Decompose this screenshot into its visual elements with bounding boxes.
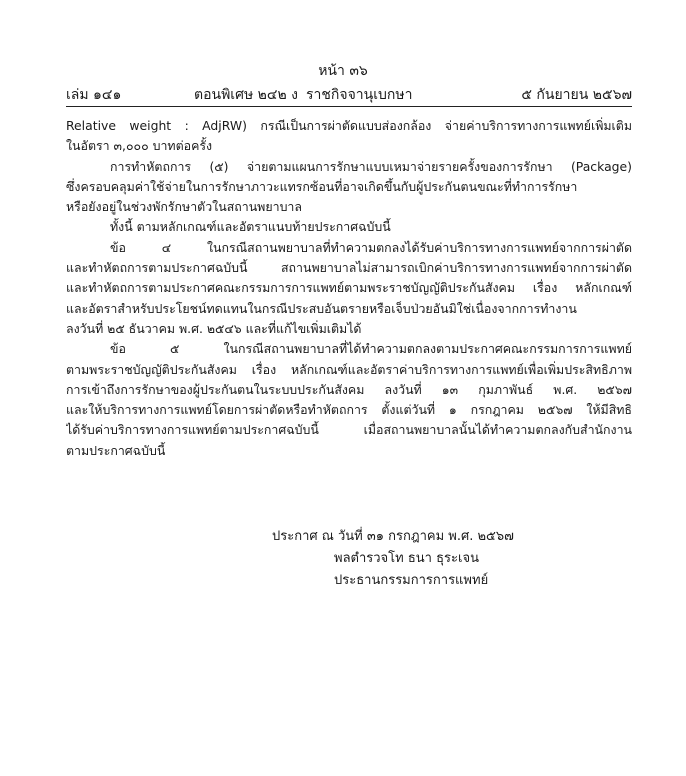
header-gazette-name: ราชกิจจานุเบกษา <box>306 87 413 103</box>
body-line: ในอัตรา ๓,๐๐๐ บาทต่อครั้ง <box>66 138 213 154</box>
signatory-name: พลตำรวจโท ธนา ธุระเจน <box>334 551 479 566</box>
body-line: ตามพระราชบัญญัติประกันสังคม เรื่อง หลักเกณฑ์และอัตราค่าบริการทางการแพทย์เพื่อเพิ่มประสิทธิภาพ <box>66 361 632 377</box>
body-line: และทำหัตถการตามประกาศคณะกรรมการการแพทย์ตามพระราชบัญญัติประกันสังคม เรื่อง หลักเกณฑ์ <box>66 280 632 296</box>
page-number: หน้า ๓๖ <box>318 63 368 79</box>
body-line: และทำหัตถการตามประกาศฉบับนี้ สถานพยาบาลไม่สามารถเบิกค่าบริการทางการแพทย์จากการผ่าตัด <box>66 260 632 276</box>
announcement-date: ประกาศ ณ วันที่ ๓๑ กรกฎาคม พ.ศ. ๒๕๖๗ <box>272 529 514 544</box>
body-line: ซึ่งครอบคลุมค่าใช้จ่ายในการรักษาภาวะแทรกซ้อนที่อาจเกิดขึ้นกับผู้ประกันตนขณะที่ทำการรักษา <box>66 178 578 194</box>
header-divider <box>66 106 632 107</box>
body-line: การทำหัตถการ (๕) จ่ายตามแผนการรักษาแบบเหมาจ่ายรายครั้งของการรักษา (Package) <box>110 158 632 174</box>
header-volume: เล่ม ๑๔๑ <box>66 87 122 103</box>
body-line: และอัตราสำหรับประโยชน์ทดแทนในกรณีประสบอันตรายหรือเจ็บป่วยอันมิใช่เนื่องจากการทำงาน <box>66 300 577 316</box>
body-line: ตามประกาศฉบับนี้ <box>66 442 166 458</box>
signatory-title: ประธานกรรมการการแพทย์ <box>334 573 489 588</box>
body-line: การเข้าถึงการรักษาของผู้ประกันตนในระบบประกันสังคม ลงวันที่ ๑๓ กุมภาพันธ์ พ.ศ. ๒๕๖๗ <box>66 381 632 397</box>
body-line: ข้อ ๔ ในกรณีสถานพยาบาลที่ทำความตกลงได้รับค่าบริการทางการแพทย์จากการผ่าตัด <box>110 239 632 255</box>
body-line: Relative weight : AdjRW) กรณีเป็นการผ่าตัดแบบส่องกล้อง จ่ายค่าบริการทางการแพทย์เพิ่มเติม <box>66 118 632 133</box>
header-issue: ตอนพิเศษ ๒๔๒ ง <box>194 87 298 103</box>
body-line: และให้บริการทางการแพทย์โดยการผ่าตัดหรือทำหัตถการ ตั้งแต่วันที่ ๑ กรกฎาคม ๒๕๖๗ ให้มีสิทธิ <box>66 402 632 418</box>
header-date: ๕ กันยายน ๒๕๖๗ <box>521 87 632 103</box>
signature-block <box>272 526 632 592</box>
gazette-header <box>66 84 632 104</box>
document-body <box>66 116 632 461</box>
body-line: ได้รับค่าบริการทางการแพทย์ตามประกาศฉบับนี้ เมื่อสถานพยาบาลนั้นได้ทำความตกลงกับสำนักงาน <box>66 422 632 438</box>
body-line: ข้อ ๕ ในกรณีสถานพยาบาลที่ได้ทำความตกลงตามประกาศคณะกรรมการการแพทย์ <box>110 341 632 357</box>
body-line: หรือยังอยู่ในช่วงพักรักษาตัวในสถานพยาบาล <box>66 199 302 215</box>
body-line: ลงวันที่ ๒๕ ธันวาคม พ.ศ. ๒๕๔๖ และที่แก้ไขเพิ่มเติมได้ <box>66 320 362 336</box>
body-line: ทั้งนี้ ตามหลักเกณฑ์และอัตราแนบท้ายประกาศฉบับนี้ <box>110 219 391 235</box>
